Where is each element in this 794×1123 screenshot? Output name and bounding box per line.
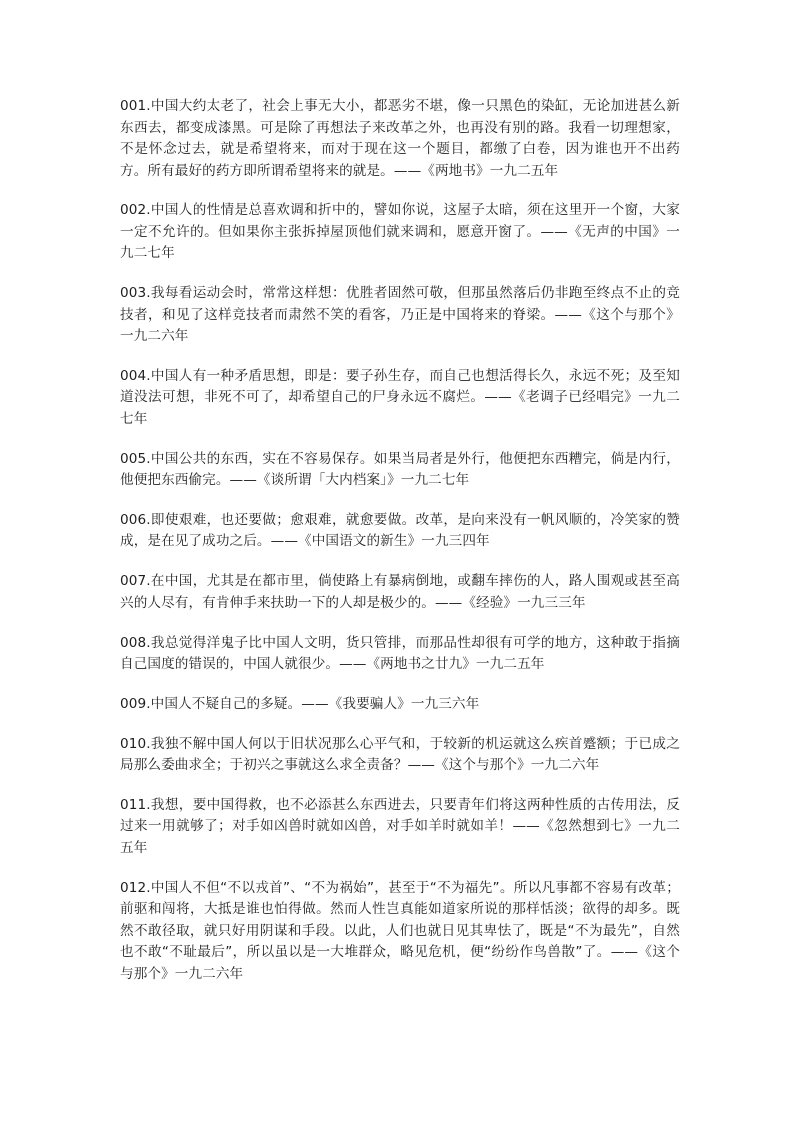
quote-paragraph: 009.中国人不疑自己的多疑。——《我要骗人》一九三六年 [120,695,480,712]
quote-paragraph: 012.中国人不但“不以戎首”、“不为祸始”，甚至于“不为福先”。所以凡事都不容易有改革；前驱和闯将，大抵是谁也怕得做。然而人性岂真能如道家所说的那样恬淡；欲得的却多。既然不敢径取，就只好用阴谋和手段。以此，人们也就日见其卑怯了，既是“不为最先”，自然也不敢“不耻最后”，所以虽以是一大堆群众，略见危机，便“纷纷作鸟兽散”了。——《这个与那个》一九二六年 [120,879,680,982]
quote-paragraph: 010.我独不解中国人何以于旧状况那么心平气和，于较新的机运就这么疾首蹙额；于已成之局那么委曲求全；于初兴之事就这么求全责备？——《这个与那个》一九二六年 [120,735,680,774]
quote-paragraph: 011.我想，要中国得救，也不必添甚么东西进去，只要青年们将这两种性质的古传用法，反过来一用就够了；对手如凶兽时就如凶兽，对手如羊时就如羊！——《忽然想到七》一九二五年 [120,796,680,856]
quote-paragraph: 003.我每看运动会时，常常这样想：优胜者固然可敬，但那虽然落后仍非跑至终点不止的竞技者，和见了这样竞技者而肃然不笑的看客，乃正是中国将来的脊梁。——《这个与那个》一九二六年 [120,285,680,345]
quote-paragraph: 004.中国人有一种矛盾思想，即是：要子孙生存，而自己也想活得长久，永远不死；及至知道没法可想，非死不可了，却希望自己的尸身永远不腐烂。——《老调子已经唱完》一九二七年 [120,367,680,427]
quote-paragraph: 005.中国公共的东西，实在不容易保存。如果当局者是外行，他便把东西糟完，倘是内行，他便把东西偷完。——《谈所谓「大内档案」》一九二七年 [120,450,680,489]
quote-paragraph: 008.我总觉得洋鬼子比中国人文明，货只管排，而那品性却很有可学的地方，这种敢于指摘自己国度的错误的，中国人就很少。——《两地书之廿九》一九二五年 [120,634,680,673]
document-body [120,96,680,1004]
quote-paragraph: 006.即使艰难，也还要做；愈艰难，就愈要做。改革，是向来没有一帆风顺的，冷笑家的赞成，是在见了成功之后。——《中国语文的新生》一九三四年 [120,511,680,550]
quote-paragraph: 001.中国大约太老了，社会上事无大小，都恶劣不堪，像一只黑色的染缸，无论加进甚么新东西去，都变成漆黑。可是除了再想法子来改革之外，也再没有别的路。我看一切理想家，不是怀念过去，就是希望将来，而对于现在这一个题目，都缴了白卷，因为谁也开不出药方。所有最好的药方即所谓希望将来的就是。——《两地书》一九二五年 [120,98,680,179]
quote-paragraph: 007.在中国，尤其是在都市里，倘使路上有暴病倒地，或翻车摔伤的人，路人围观或甚至高兴的人尽有，有肯伸手来扶助一下的人却是极少的。——《经验》一九三三年 [120,573,680,611]
quote-paragraph: 002.中国人的性情是总喜欢调和折中的，譬如你说，这屋子太暗，须在这里开一个窗，大家一定不允许的。但如果你主张拆掉屋顶他们就来调和，愿意开窗了。——《无声的中国》一九二七年 [120,202,680,262]
